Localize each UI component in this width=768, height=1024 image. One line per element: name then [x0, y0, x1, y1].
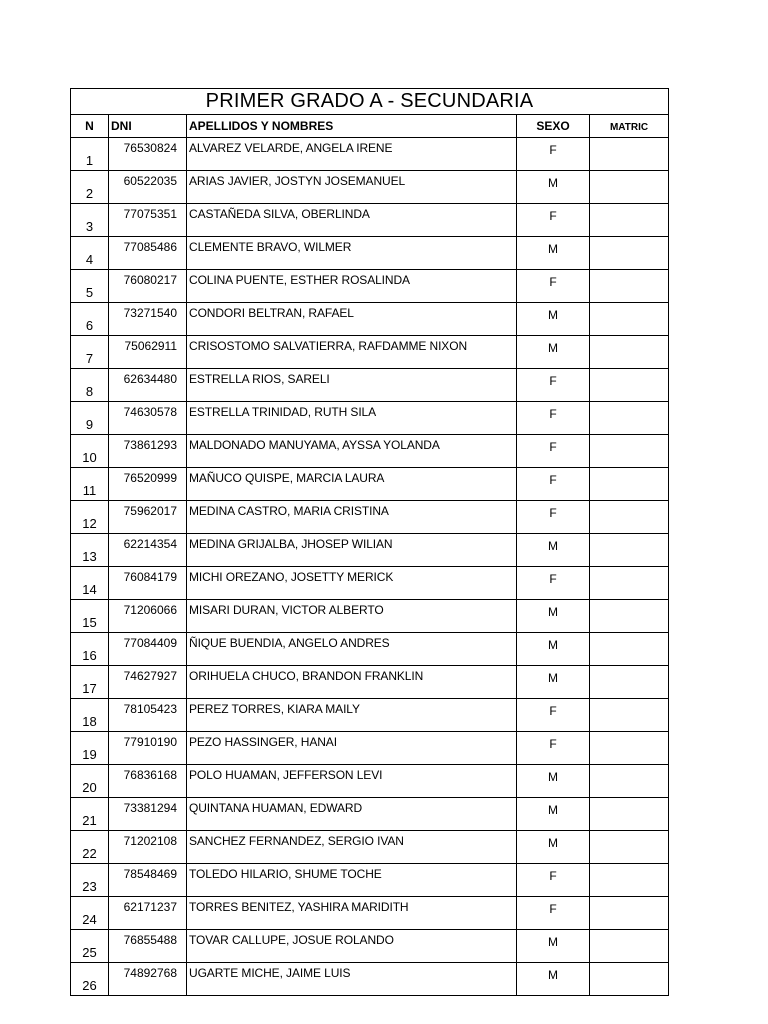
cell-number: 24 — [71, 897, 109, 930]
cell-number: 7 — [71, 336, 109, 369]
cell-sexo: M — [517, 171, 590, 204]
cell-dni: 74627927 — [109, 666, 187, 699]
cell-matric — [590, 204, 669, 237]
header-dni: DNI — [109, 115, 187, 138]
cell-full-name: ÑIQUE BUENDIA, ANGELO ANDRES — [187, 633, 517, 666]
cell-number: 5 — [71, 270, 109, 303]
cell-matric — [590, 303, 669, 336]
cell-full-name: CRISOSTOMO SALVATIERRA, RAFDAMME NIXON — [187, 336, 517, 369]
cell-dni: 62171237 — [109, 897, 187, 930]
table-row — [71, 303, 669, 336]
cell-full-name: ESTRELLA TRINIDAD, RUTH SILA — [187, 402, 517, 435]
cell-matric — [590, 765, 669, 798]
cell-sexo: M — [517, 765, 590, 798]
cell-number: 2 — [71, 171, 109, 204]
cell-sexo: M — [517, 237, 590, 270]
cell-matric — [590, 930, 669, 963]
cell-full-name: QUINTANA HUAMAN, EDWARD — [187, 798, 517, 831]
cell-dni: 74630578 — [109, 402, 187, 435]
cell-dni: 71202108 — [109, 831, 187, 864]
cell-matric — [590, 237, 669, 270]
cell-number: 15 — [71, 600, 109, 633]
cell-full-name: TOVAR CALLUPE, JOSUE ROLANDO — [187, 930, 517, 963]
table-row — [71, 732, 669, 765]
cell-number: 26 — [71, 963, 109, 996]
cell-number: 17 — [71, 666, 109, 699]
cell-sexo: F — [517, 270, 590, 303]
cell-matric — [590, 864, 669, 897]
cell-dni: 71206066 — [109, 600, 187, 633]
cell-matric — [590, 798, 669, 831]
cell-sexo: F — [517, 402, 590, 435]
cell-number: 20 — [71, 765, 109, 798]
table-row — [71, 501, 669, 534]
cell-dni: 77084409 — [109, 633, 187, 666]
table-row — [71, 402, 669, 435]
cell-sexo: M — [517, 666, 590, 699]
cell-dni: 76084179 — [109, 567, 187, 600]
cell-dni: 76530824 — [109, 138, 187, 171]
cell-number: 4 — [71, 237, 109, 270]
table-row — [71, 369, 669, 402]
table-row — [71, 435, 669, 468]
table-row — [71, 468, 669, 501]
cell-number: 12 — [71, 501, 109, 534]
cell-dni: 62634480 — [109, 369, 187, 402]
cell-full-name: PEREZ TORRES, KIARA MAILY — [187, 699, 517, 732]
cell-sexo: F — [517, 897, 590, 930]
cell-full-name: ORIHUELA CHUCO, BRANDON FRANKLIN — [187, 666, 517, 699]
cell-dni: 73271540 — [109, 303, 187, 336]
cell-sexo: M — [517, 930, 590, 963]
cell-dni: 76855488 — [109, 930, 187, 963]
header-n: N — [71, 115, 109, 138]
cell-sexo: F — [517, 732, 590, 765]
cell-sexo: M — [517, 336, 590, 369]
table-row — [71, 930, 669, 963]
cell-dni: 76080217 — [109, 270, 187, 303]
cell-matric — [590, 699, 669, 732]
sheet-title: PRIMER GRADO A - SECUNDARIA — [71, 89, 669, 115]
cell-matric — [590, 171, 669, 204]
cell-dni: 78105423 — [109, 699, 187, 732]
cell-matric — [590, 402, 669, 435]
cell-sexo: F — [517, 369, 590, 402]
cell-sexo: F — [517, 699, 590, 732]
cell-matric — [590, 435, 669, 468]
student-roster-table — [70, 88, 669, 996]
cell-dni: 73381294 — [109, 798, 187, 831]
cell-matric — [590, 369, 669, 402]
cell-full-name: MEDINA CASTRO, MARIA CRISTINA — [187, 501, 517, 534]
cell-full-name: SANCHEZ FERNANDEZ, SERGIO IVAN — [187, 831, 517, 864]
cell-full-name: ALVAREZ VELARDE, ANGELA IRENE — [187, 138, 517, 171]
cell-matric — [590, 468, 669, 501]
cell-dni: 75962017 — [109, 501, 187, 534]
cell-matric — [590, 732, 669, 765]
cell-number: 18 — [71, 699, 109, 732]
cell-number: 6 — [71, 303, 109, 336]
cell-full-name: POLO HUAMAN, JEFFERSON LEVI — [187, 765, 517, 798]
table-row — [71, 204, 669, 237]
cell-full-name: MEDINA GRIJALBA, JHOSEP WILIAN — [187, 534, 517, 567]
table-row — [71, 831, 669, 864]
cell-full-name: PEZO HASSINGER, HANAI — [187, 732, 517, 765]
cell-matric — [590, 633, 669, 666]
cell-full-name: TORRES BENITEZ, YASHIRA MARIDITH — [187, 897, 517, 930]
title-row — [71, 89, 669, 115]
cell-full-name: UGARTE MICHE, JAIME LUIS — [187, 963, 517, 996]
table-row — [71, 171, 669, 204]
cell-number: 1 — [71, 138, 109, 171]
table-row — [71, 633, 669, 666]
cell-dni: 77085486 — [109, 237, 187, 270]
table-row — [71, 699, 669, 732]
cell-matric — [590, 534, 669, 567]
cell-matric — [590, 501, 669, 534]
cell-number: 8 — [71, 369, 109, 402]
table-row — [71, 897, 669, 930]
cell-dni: 74892768 — [109, 963, 187, 996]
cell-dni: 77075351 — [109, 204, 187, 237]
cell-dni: 60522035 — [109, 171, 187, 204]
cell-number: 3 — [71, 204, 109, 237]
table-row — [71, 270, 669, 303]
cell-sexo: F — [517, 138, 590, 171]
header-matric: MATRIC — [590, 115, 669, 138]
table-row — [71, 666, 669, 699]
table-row — [71, 336, 669, 369]
cell-number: 11 — [71, 468, 109, 501]
cell-matric — [590, 666, 669, 699]
table-row — [71, 600, 669, 633]
cell-sexo: F — [517, 435, 590, 468]
cell-sexo: M — [517, 303, 590, 336]
table-row — [71, 864, 669, 897]
cell-matric — [590, 138, 669, 171]
cell-full-name: MICHI OREZANO, JOSETTY MERICK — [187, 567, 517, 600]
header-sexo: SEXO — [517, 115, 590, 138]
cell-number: 19 — [71, 732, 109, 765]
cell-sexo: F — [517, 501, 590, 534]
cell-number: 16 — [71, 633, 109, 666]
cell-dni: 76520999 — [109, 468, 187, 501]
cell-full-name: CLEMENTE BRAVO, WILMER — [187, 237, 517, 270]
cell-sexo: M — [517, 600, 590, 633]
table-row — [71, 138, 669, 171]
cell-number: 23 — [71, 864, 109, 897]
cell-sexo: F — [517, 864, 590, 897]
table-row — [71, 798, 669, 831]
cell-matric — [590, 600, 669, 633]
cell-dni: 75062911 — [109, 336, 187, 369]
table-row — [71, 963, 669, 996]
cell-full-name: CONDORI BELTRAN, RAFAEL — [187, 303, 517, 336]
table-row — [71, 567, 669, 600]
cell-dni: 78548469 — [109, 864, 187, 897]
cell-full-name: TOLEDO HILARIO, SHUME TOCHE — [187, 864, 517, 897]
cell-number: 10 — [71, 435, 109, 468]
cell-sexo: M — [517, 798, 590, 831]
cell-full-name: ESTRELLA RIOS, SARELI — [187, 369, 517, 402]
table-row — [71, 765, 669, 798]
cell-matric — [590, 336, 669, 369]
cell-number: 9 — [71, 402, 109, 435]
cell-full-name: COLINA PUENTE, ESTHER ROSALINDA — [187, 270, 517, 303]
cell-number: 22 — [71, 831, 109, 864]
cell-number: 13 — [71, 534, 109, 567]
cell-sexo: M — [517, 831, 590, 864]
cell-number: 25 — [71, 930, 109, 963]
cell-matric — [590, 567, 669, 600]
cell-full-name: MAÑUCO QUISPE, MARCIA LAURA — [187, 468, 517, 501]
student-roster-sheet — [70, 88, 668, 996]
header-name: APELLIDOS Y NOMBRES — [187, 115, 517, 138]
cell-matric — [590, 963, 669, 996]
header-row — [71, 115, 669, 138]
cell-sexo: F — [517, 204, 590, 237]
cell-full-name: MALDONADO MANUYAMA, AYSSA YOLANDA — [187, 435, 517, 468]
cell-matric — [590, 270, 669, 303]
cell-dni: 77910190 — [109, 732, 187, 765]
cell-dni: 62214354 — [109, 534, 187, 567]
cell-full-name: MISARI DURAN, VICTOR ALBERTO — [187, 600, 517, 633]
cell-number: 21 — [71, 798, 109, 831]
cell-number: 14 — [71, 567, 109, 600]
table-row — [71, 237, 669, 270]
cell-sexo: M — [517, 534, 590, 567]
cell-dni: 76836168 — [109, 765, 187, 798]
cell-full-name: ARIAS JAVIER, JOSTYN JOSEMANUEL — [187, 171, 517, 204]
cell-sexo: F — [517, 468, 590, 501]
cell-dni: 73861293 — [109, 435, 187, 468]
student-rows — [71, 138, 669, 996]
cell-sexo: M — [517, 633, 590, 666]
cell-matric — [590, 831, 669, 864]
table-row — [71, 534, 669, 567]
cell-sexo: F — [517, 567, 590, 600]
cell-matric — [590, 897, 669, 930]
cell-full-name: CASTAÑEDA SILVA, OBERLINDA — [187, 204, 517, 237]
cell-sexo: M — [517, 963, 590, 996]
